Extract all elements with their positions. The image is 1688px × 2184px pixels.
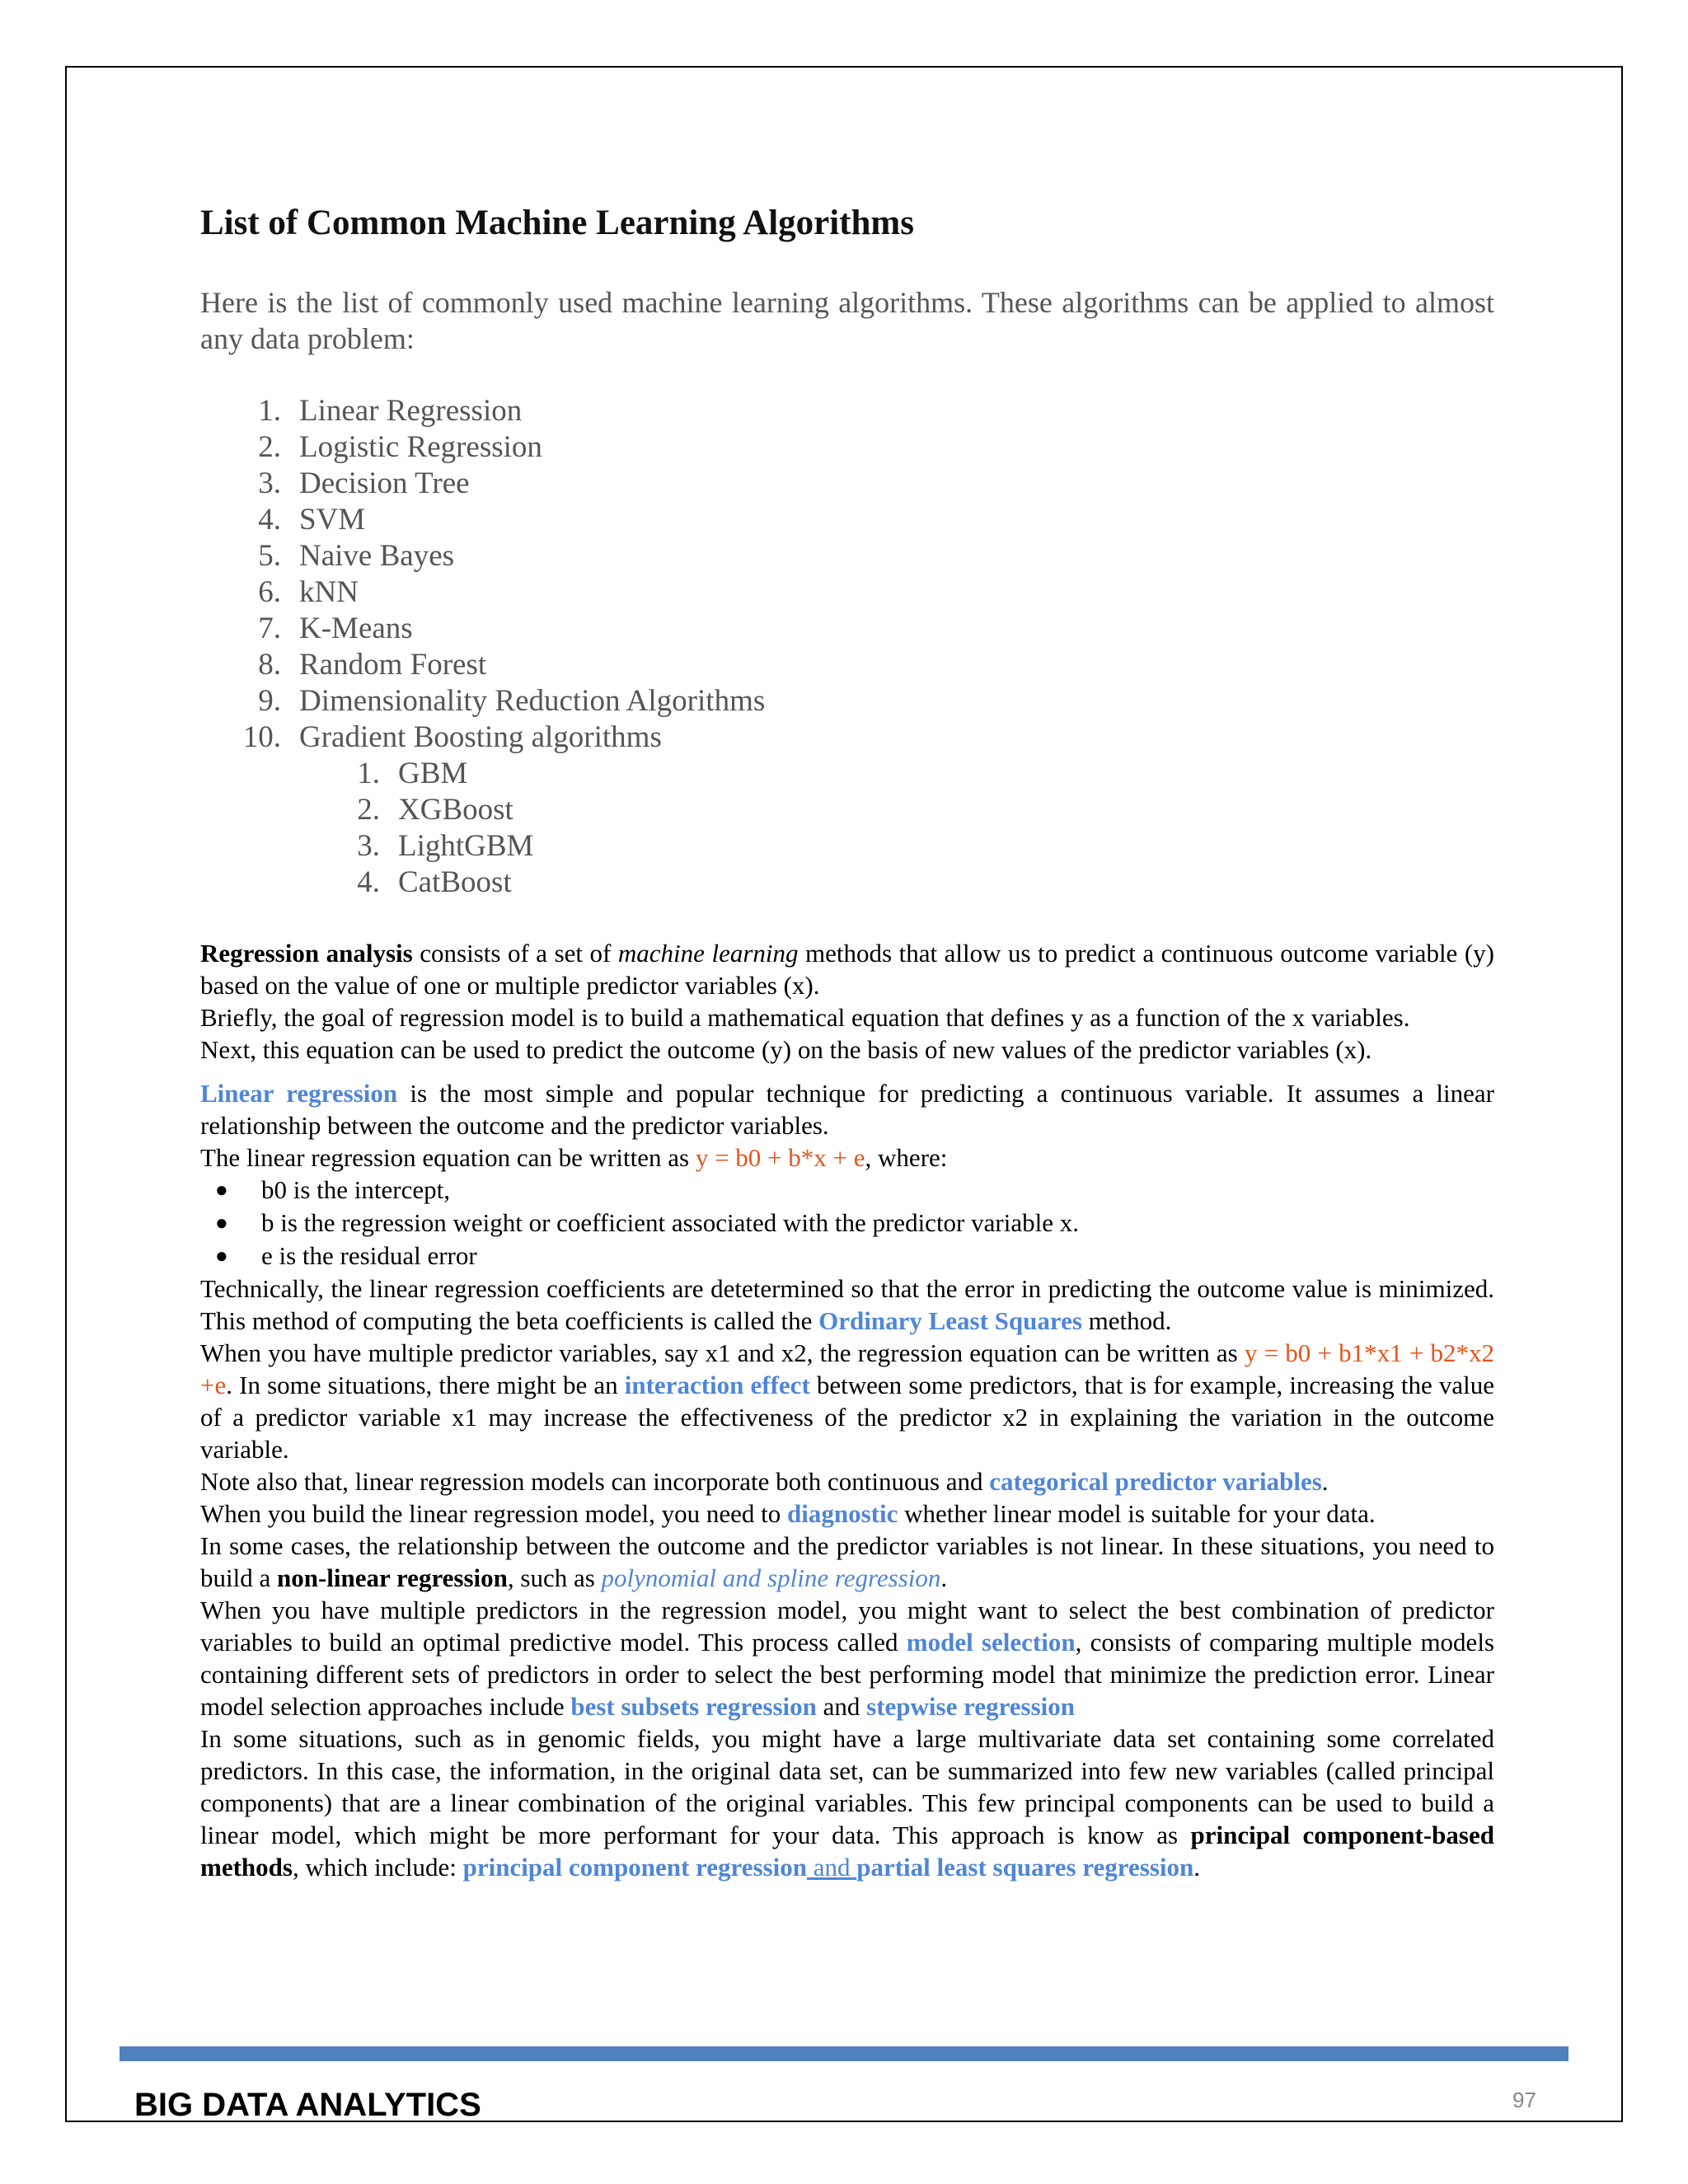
boosting-label: CatBoost [398,865,512,899]
boosting-number: 3. [357,828,380,863]
boosting-item [200,865,1494,901]
algorithm-item [200,683,1494,719]
algorithm-item [200,502,1494,538]
categorical-variables-link[interactable]: categorical predictor variables [989,1466,1322,1496]
interaction-effect-link[interactable]: interaction effect [624,1370,810,1399]
page-number: 97 [1512,2088,1536,2112]
algorithm-label: Random Forest [299,647,487,682]
algorithm-label: Decision Tree [299,466,470,500]
equation-term-text: b0 is the intercept, [261,1174,450,1204]
boosting-label: GBM [398,756,468,790]
linear-regression-paragraph: Linear regression is the most simple and popular technique for predicting a continuous variable. It assumes a linear relationship between the outcome and the predictor variables. The linear regression equation can be written as y = b0 + b*x + e, where: [200,1078,1494,1172]
boosting-item [200,792,1494,828]
pcr-link[interactable]: principal component regression [462,1852,807,1882]
algorithm-number: 7. [258,611,281,645]
diagnostic-link[interactable]: diagnostic [786,1498,898,1528]
boosting-item [200,828,1494,865]
boosting-sublist [200,756,1494,901]
boosting-label: LightGBM [398,828,534,863]
algorithm-label: Naive Bayes [299,538,455,573]
best-subsets-link[interactable]: best subsets regression [570,1691,817,1721]
model-selection-link[interactable]: model selection [906,1627,1076,1657]
equation-terms-list [200,1174,1494,1272]
algorithm-item [200,647,1494,683]
polynomial-spline-link[interactable]: polynomial and spline regression [601,1563,941,1592]
bullet-icon: ● [215,1210,228,1235]
linear-regression-link[interactable]: Linear regression [200,1078,398,1108]
algorithm-number: 4. [258,502,281,537]
page-content [200,202,1494,1883]
algorithm-item [200,719,1494,756]
boosting-label: XGBoost [398,792,513,827]
boosting-number: 2. [357,792,380,827]
linear-details-paragraph: Technically, the linear regression coefficients are detetermined so that the error in predicting the outcome value is minimized. This method of computing the beta coefficients is called the Ordinary Least Squares method. When you have multiple predictor variables, say x1 and x2, the regression equation can be written as y = b0 + b1*x1 + b2*x2 +e. In some situations, there might be an interaction effect between some predictors, that is for example, increasing the value of a predictor variable x1 may increase the effectiveness of the predictor x2 in explaining the variation in the outcome variable. Note also that, linear regression models can incorporate both continuous and categorical predictor variables. When you build the linear regression model, you need to diagnostic whether linear model is suitable for your data. In some cases, the relationship between the outcome and the predictor variables is not linear. In these situations, you need to build a non-linear regression, such as polynomial and spline regression. When you have multiple predictors in the regression model, you might want to select the best combination of predictor variables to build an optimal predictive model. This process called model selection, consists of comparing multiple models containing different sets of predictors in order to select the best performing model that minimize the prediction error. Linear model selection approaches include best subsets regression and stepwise regression In some situations, such as in genomic fields, you might have a large multivariate data set containing some correlated predictors. In this case, the information, in the original data set, can be summarized into few new variables (called principal components) that are a linear combination of the original variables. This few principal components can be used to build a linear model, which might be more performant for your data. This approach is know as principal component-based methods, which include: principal component regression and partial least squares regression. [200,1273,1495,1882]
boosting-number: 1. [357,756,380,790]
regression-term: Regression analysis [200,938,413,968]
algorithm-number: 9. [258,683,281,718]
boosting-number: 4. [357,865,380,899]
algorithm-item [200,429,1494,466]
algorithm-label: Gradient Boosting algorithms [299,719,662,754]
algorithm-number: 2. [258,429,281,464]
algorithm-item [200,393,1494,429]
algorithm-number: 5. [258,538,281,573]
equation-term-text: b is the regression weight or coefficient associated with the predictor variable x. [261,1207,1079,1237]
nonlinear-term: non-linear regression [277,1563,508,1592]
algorithm-label: SVM [299,502,366,537]
and-link[interactable]: and [806,1852,857,1882]
algorithm-label: Linear Regression [299,393,523,428]
equation-term-text: e is the residual error [261,1240,477,1270]
intro-paragraph: Here is the list of commonly used machine learning algorithms. These algorithms can be applied to almost any data problem: [200,285,1494,355]
equation-term-item [200,1207,1494,1240]
algorithm-label: kNN [299,574,359,609]
algorithm-number: 6. [258,574,281,609]
pls-link[interactable]: partial least squares regression [856,1852,1194,1882]
multiple-equation: y = b0 + b1*x1 + b2*x2 +e [200,1338,1495,1399]
algorithm-number: 10. [242,719,281,754]
algorithm-item [200,466,1494,502]
machine-learning-term: machine learning [617,938,799,968]
algorithm-label: K-Means [299,611,413,645]
algorithm-list [200,393,1494,756]
equation-term-item [200,1174,1494,1207]
algorithm-number: 3. [258,466,281,500]
boosting-item [200,756,1494,792]
footer-bar [120,2046,1568,2061]
linear-equation: y = b0 + b*x + e [695,1142,865,1172]
algorithm-label: Logistic Regression [299,429,542,464]
footer-title: BIG DATA ANALYTICS [134,2087,481,2123]
algorithm-number: 8. [258,647,281,682]
bullet-icon: ● [215,1243,228,1268]
algorithm-item [200,538,1494,574]
page-title: List of Common Machine Learning Algorithms [200,204,914,242]
algorithm-label: Dimensionality Reduction Algorithms [299,683,766,718]
pc-methods-term: principal component-based methods [200,1820,1494,1882]
equation-term-item [200,1240,1494,1272]
bullet-icon: ● [215,1177,228,1202]
ols-link[interactable]: Ordinary Least Squares [818,1305,1082,1335]
algorithm-item [200,611,1494,647]
algorithm-number: 1. [258,393,281,428]
stepwise-link[interactable]: stepwise regression [866,1691,1076,1721]
algorithm-item [200,574,1494,611]
regression-paragraph: Regression analysis consists of a set of machine learning methods that allow us to predict a continuous outcome variable (y) based on the value of one or multiple predictor variables (x). Briefly, the goal of regression model is to build a mathematical equation that defines y as a function of the x variables. Next, this equation can be used to predict the outcome (y) on the basis of new values of the predictor variables (x). [200,938,1494,1064]
